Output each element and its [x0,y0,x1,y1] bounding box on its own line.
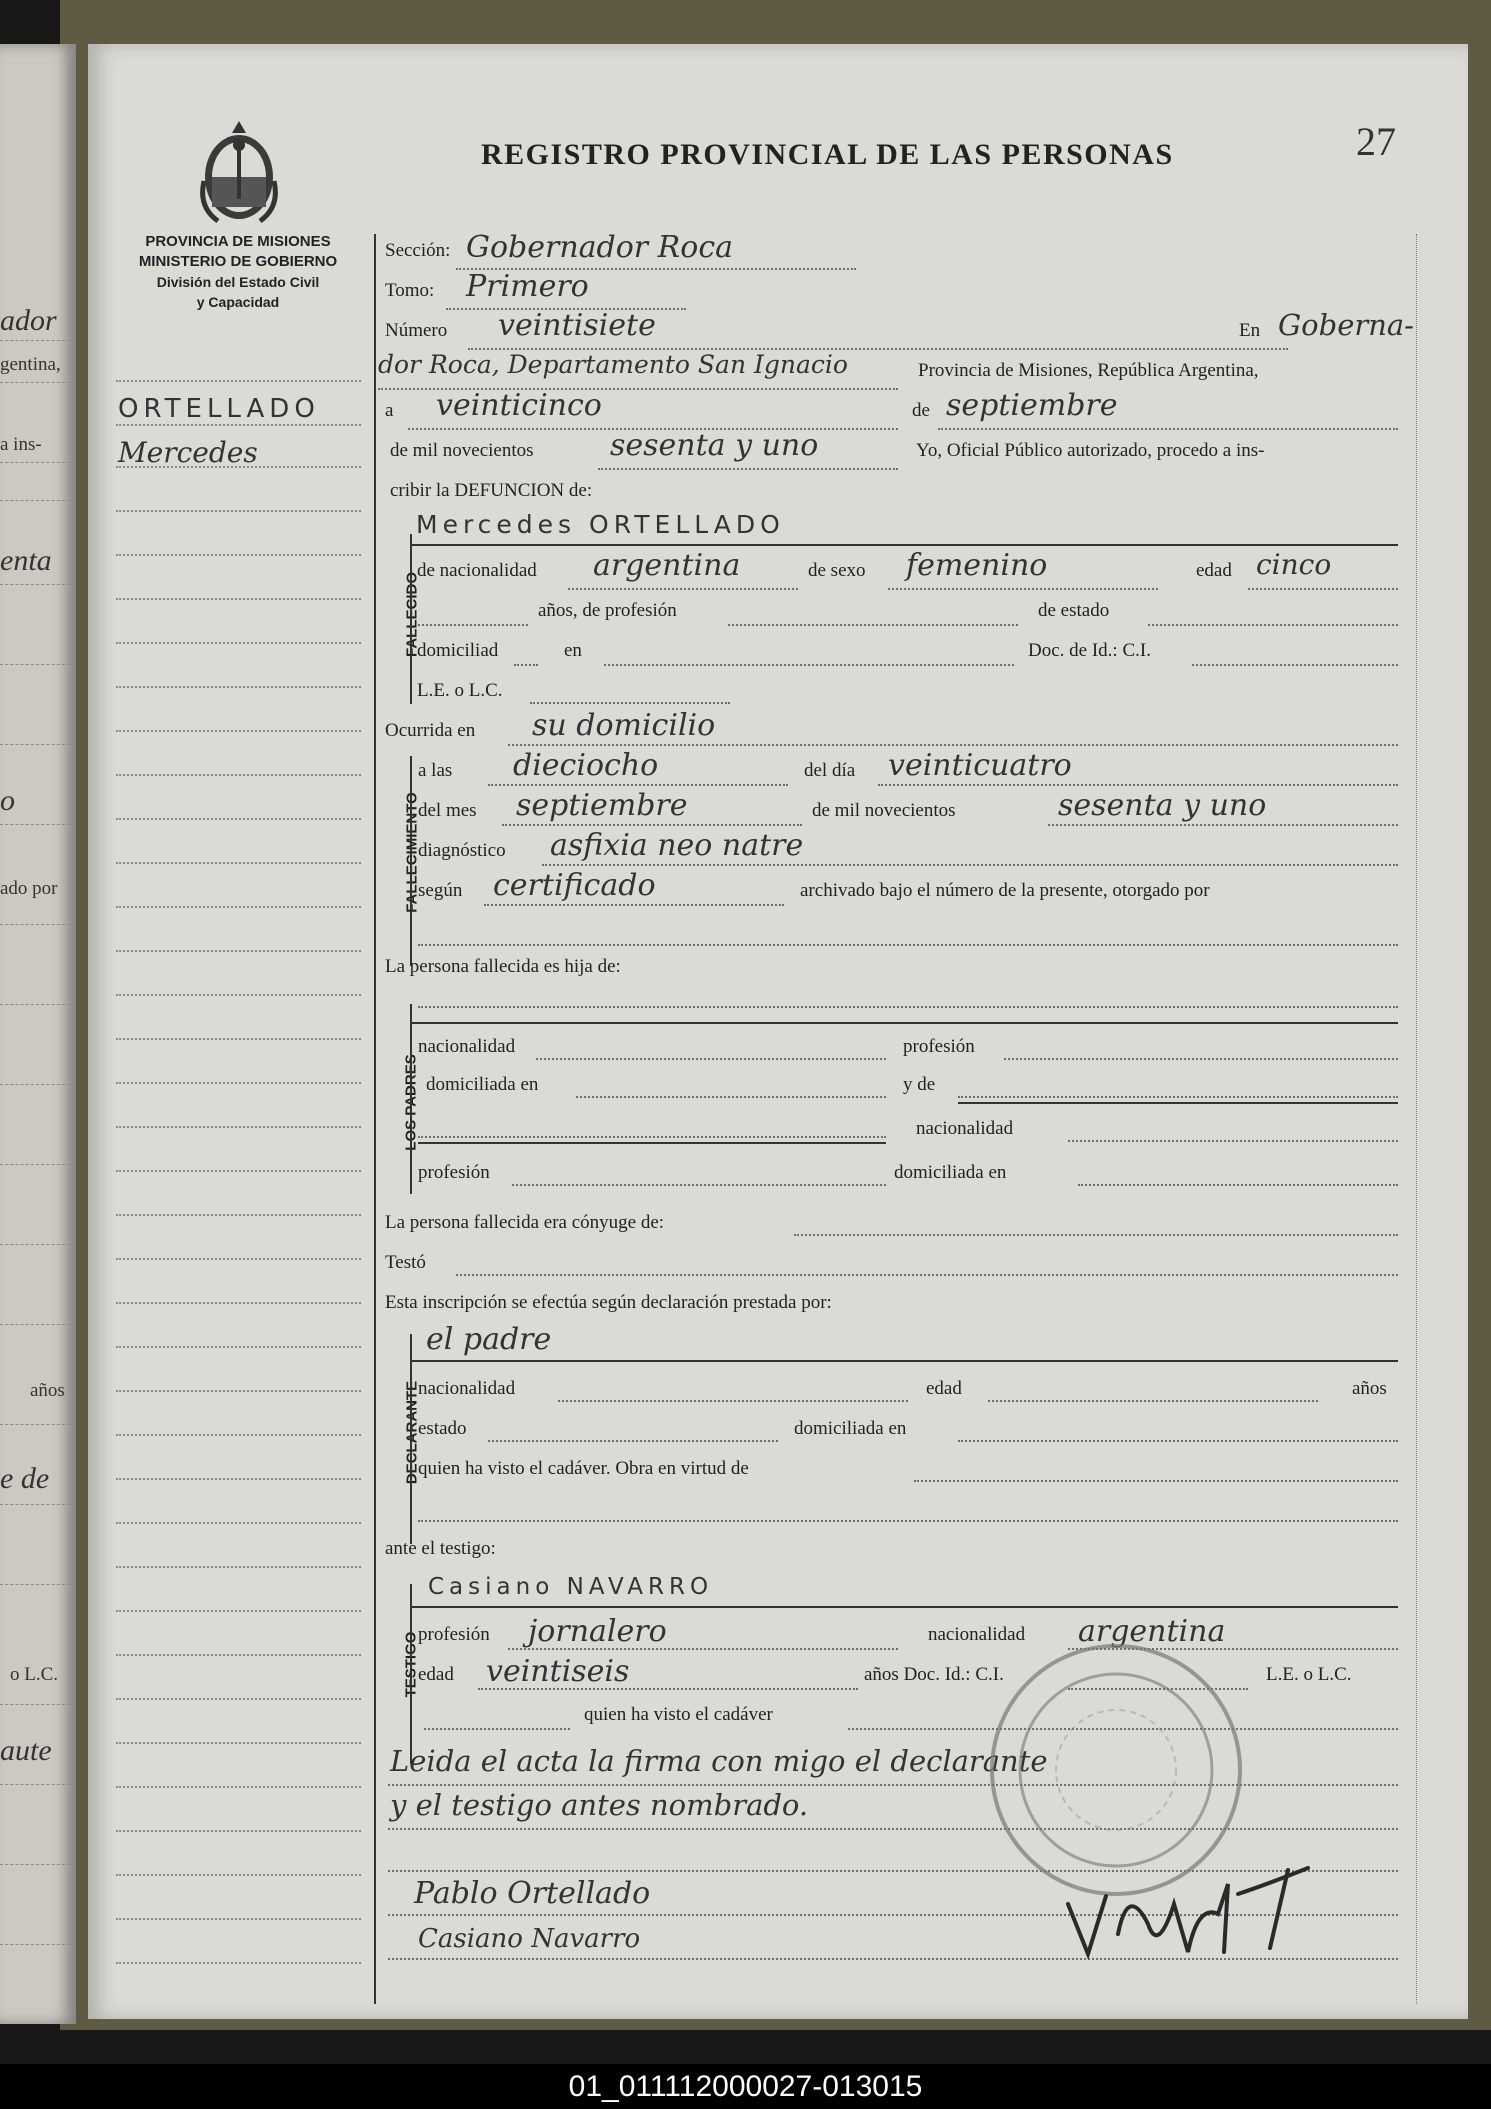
section-label-padres: LOS PADRES [402,1054,420,1151]
value-numero: veintisiete [498,308,656,343]
argentina-emblem-icon [198,117,280,225]
left-page-line [0,924,70,925]
margin-line [116,1390,361,1392]
label-conyuge: La persona fallecida era cónyuge de: [385,1212,665,1233]
issuer-division-2: y Capacidad [196,294,280,310]
section-rule [410,1360,1398,1362]
left-page-fragment: o L.C. [10,1664,59,1685]
label-y-de: y de [903,1074,936,1095]
value-hora: dieciocho [513,748,659,783]
form-left-border [374,234,376,2004]
fill-line [1248,588,1398,590]
section-rule [410,1022,1398,1024]
fill-line [488,1440,778,1442]
fill-line [938,428,1398,430]
label-cribir: cribir la DEFUNCION de: [390,480,593,501]
value-mes-fallecimiento: septiembre [516,788,688,823]
left-page-line [0,1244,70,1245]
label-testigo-quien-visto: quien ha visto el cadáver [584,1704,773,1725]
margin-line [116,994,361,996]
label-domiciliad: domiciliad [417,640,499,661]
fill-line [988,1400,1318,1402]
left-page-line [0,500,70,501]
value-testigo-profesion: jornalero [528,1614,667,1649]
section-label-fallecido: FALLECIDO [403,572,421,657]
section-bracket [410,1584,412,1764]
label-yo-oficial: Yo, Oficial Público autorizado, procedo a ins- [916,440,1265,461]
value-diagnostico: asfixia neo natre [550,828,804,863]
fill-line [576,1096,886,1098]
observation-line-1: Leida el acta la firma con migo el declarante [390,1744,1048,1778]
margin-line [116,1654,361,1656]
fill-line [456,1274,1398,1276]
margin-surname: ORTELLADO [118,394,320,424]
label-padre-nacionalidad: nacionalidad [418,1036,516,1057]
section-rule [410,544,1398,546]
left-page-fragment: gentina, [0,354,61,375]
page-number: 27 [1356,119,1396,164]
label-diagnostico: diagnóstico [418,840,506,861]
issuer-ministry: MINISTERIO DE GOBIERNO [138,253,338,270]
value-fallecido-nombre: Mercedes ORTELLADO [416,510,785,539]
fill-line [418,944,1398,946]
fill-line [418,1006,1398,1008]
section-bracket [410,1334,412,1544]
fill-line [1004,1058,1398,1060]
fill-line [388,1828,1398,1830]
margin-line [116,1214,361,1216]
value-anio: sesenta y uno [610,428,819,463]
value-anio-fallecimiento: sesenta y uno [1058,788,1267,823]
fill-line [728,624,1018,626]
label-declarante-estado: estado [418,1418,467,1439]
margin-line [116,1038,361,1040]
label-declarante-domiciliada: domiciliada en [794,1418,907,1439]
margin-line [116,906,361,908]
section-label-fallecimiento: FALLECIMIENTO [403,792,421,913]
margin-line [116,1698,361,1700]
fill-line [514,664,538,666]
label-nacionalidad: de nacionalidad [417,560,537,581]
fill-line [478,1688,858,1690]
fill-line [1078,1184,1398,1186]
label-declarante-nacionalidad: nacionalidad [418,1378,516,1399]
label-en: En [1239,320,1261,341]
value-seccion: Gobernador Roca [466,230,734,265]
fill-line [558,1400,908,1402]
left-page-line [0,1784,70,1785]
label-del-dia: del día [804,760,856,781]
label-ocurrida-en: Ocurrida en [385,720,476,741]
left-page-line [0,1704,70,1705]
left-page-line [0,1084,70,1085]
fill-line [484,904,784,906]
label-madre-profesion: profesión [418,1162,490,1183]
label-declarante-anios: años [1352,1378,1387,1399]
left-page-line [0,1584,70,1585]
fill-line [878,784,1398,786]
left-page-line [0,664,70,665]
value-declarante: el padre [426,1322,552,1357]
fill-line [418,624,528,626]
left-page-line [0,462,70,463]
fill-line [418,1136,886,1138]
label-de-mil: de mil novecientos [390,440,534,461]
label-a-las: a las [418,760,453,781]
value-dia-fallecimiento: veinticuatro [888,748,1072,783]
margin-line [116,818,361,820]
left-page-line [0,1944,70,1945]
fill-line [958,1440,1398,1442]
value-ocurrida-en: su domicilio [532,708,716,743]
label-hija-de: La persona fallecida es hija de: [385,956,621,977]
margin-line [116,1830,361,1832]
value-testigo-nombre: Casiano NAVARRO [428,1574,714,1600]
value-tomo: Primero [466,269,589,304]
issuer-province: PROVINCIA DE MISIONES [145,233,331,250]
label-padre-profesion: profesión [903,1036,975,1057]
issuer-block [88,232,388,312]
page-title: REGISTRO PROVINCIAL DE LAS PERSONAS [481,138,1174,171]
fill-line [542,864,1398,866]
margin-line [116,1610,361,1612]
section-rule [958,1102,1398,1104]
label-numero: Número [385,320,448,341]
fill-line [530,702,730,704]
fill-line [568,588,798,590]
margin-line [116,1566,361,1568]
margin-line [116,598,361,600]
fill-line [958,1096,1398,1098]
fill-line [536,1058,886,1060]
label-ante-testigo: ante el testigo: [385,1538,496,1559]
left-page-fragment: ado por [0,878,58,899]
label-madre-domiciliada: domiciliada en [894,1162,1007,1183]
section-label-testigo: TESTIGO [402,1631,420,1698]
value-segun: certificado [493,868,656,903]
label-segun: según [418,880,463,901]
margin-line [116,466,361,468]
left-page-line [0,744,70,745]
label-testigo-doc: años Doc. Id.: C.I. [864,1664,1004,1685]
margin-line [116,1742,361,1744]
left-page-line [0,1424,70,1425]
label-padre-domiciliada: domiciliada en [426,1074,539,1095]
fill-line [508,1648,898,1650]
fill-line [604,664,1014,666]
form-right-border [1416,234,1417,2004]
signature-testigo: Casiano Navarro [418,1924,641,1954]
label-testo: Testó [385,1252,426,1273]
fill-line [1048,824,1398,826]
fill-line [794,1234,1398,1236]
left-page-line [0,1504,70,1505]
margin-line [116,774,361,776]
margin-line [116,1434,361,1436]
record-page [88,44,1468,2019]
label-provincia: Provincia de Misiones, República Argentina, [918,360,1259,381]
fill-line [418,1520,1398,1522]
value-testigo-nacionalidad: argentina [1078,1614,1226,1649]
section-rule [410,1606,1398,1608]
margin-line [116,730,361,732]
value-sexo: femenino [906,548,1048,583]
margin-line [116,1082,361,1084]
value-nacionalidad: argentina [593,548,741,583]
margin-line [116,510,361,512]
label-testigo-edad: edad [418,1664,454,1685]
fill-line [888,588,1158,590]
fill-line [388,1784,1398,1786]
left-page-fragment: ador [0,304,57,337]
fill-line [598,468,898,470]
margin-line [116,1478,361,1480]
fill-line [1192,664,1398,666]
left-page-line [0,1164,70,1165]
label-anios-profesion: años, de profesión [538,600,677,621]
label-de: de [912,400,930,421]
label-del-mes: del mes [418,800,477,821]
label-en-domicilio: en [564,640,582,661]
label-le-lc: L.E. o L.C. [417,680,503,701]
margin-line [116,1346,361,1348]
margin-line [116,1786,361,1788]
label-quien-visto-obra: quien ha visto el cadáver. Obra en virtud de [418,1458,749,1479]
left-page-line [0,1864,70,1865]
margin-line [116,380,361,382]
margin-line [116,1874,361,1876]
label-declarante-edad: edad [926,1378,962,1399]
margin-line [116,1918,361,1920]
margin-given-name: Mercedes [118,436,258,469]
label-sexo: de sexo [808,560,866,581]
left-page-line [0,1004,70,1005]
section-bracket [410,1004,412,1194]
value-edad: cinco [1256,548,1332,581]
margin-line [116,1302,361,1304]
label-tomo: Tomo: [385,280,435,301]
left-page-line [0,824,70,825]
margin-line [116,424,361,426]
image-caption: 01_011112000027-013015 [0,2064,1491,2109]
margin-line [116,554,361,556]
value-testigo-edad: veintiseis [486,1654,630,1689]
margin-line [116,1126,361,1128]
fill-line [508,744,1398,746]
label-de-estado: de estado [1038,600,1110,621]
value-en-a: Goberna- [1278,308,1414,342]
margin-line [116,686,361,688]
margin-line [116,1170,361,1172]
label-seccion: Sección: [385,240,451,261]
label-testigo-nacionalidad: nacionalidad [928,1624,1026,1645]
margin-line [116,862,361,864]
left-page-line [0,340,70,341]
label-madre-nacionalidad: nacionalidad [916,1118,1014,1139]
issuer-division: División del Estado Civil [156,274,320,290]
label-declaracion: Esta inscripción se efectúa según declaración prestada por: [385,1292,832,1313]
margin-line [116,950,361,952]
label-doc-id: Doc. de Id.: C.I. [1028,640,1151,661]
left-page-line [0,382,70,383]
section-label-declarante: DECLARANTE [403,1380,421,1485]
left-page-fragment: enta [0,544,52,577]
margin-line [116,1962,361,1964]
left-page-fragment: e de [0,1462,50,1495]
margin-line [116,1522,361,1524]
label-testigo-profesion: profesión [418,1624,490,1645]
label-de-mil-nov: de mil novecientos [812,800,956,821]
previous-page [0,44,76,2024]
value-dia: veinticinco [436,388,602,423]
section-bracket [410,534,412,704]
value-mes: septiembre [946,388,1118,423]
fill-line [914,1480,1398,1482]
margin-line [116,642,361,644]
left-page-fragment: años [30,1380,65,1401]
label-a: a [385,400,394,421]
officer-signature-icon [1048,1844,1348,1964]
observation-line-2: y el testigo antes nombrado. [390,1788,809,1822]
fill-line [424,1728,570,1730]
left-page-fragment: aute [0,1734,52,1767]
signature-declarante: Pablo Ortellado [414,1876,651,1911]
fill-line [512,1184,886,1186]
section-rule [418,1142,886,1144]
section-bracket [410,756,412,966]
fill-line [502,824,802,826]
label-edad: edad [1196,560,1232,581]
label-archivado: archivado bajo el número de la presente, otorgado por [800,880,1210,901]
fill-line [1068,1140,1398,1142]
left-page-line [0,584,70,585]
fill-line [488,784,788,786]
value-en-b: dor Roca, Departamento San Ignacio [378,350,848,379]
left-page-line [0,1324,70,1325]
margin-line [116,1258,361,1260]
left-page-fragment: a ins- [0,434,42,455]
label-testigo-le-lc: L.E. o L.C. [1266,1664,1352,1685]
left-page-fragment: o [0,784,15,817]
fill-line [1148,624,1398,626]
